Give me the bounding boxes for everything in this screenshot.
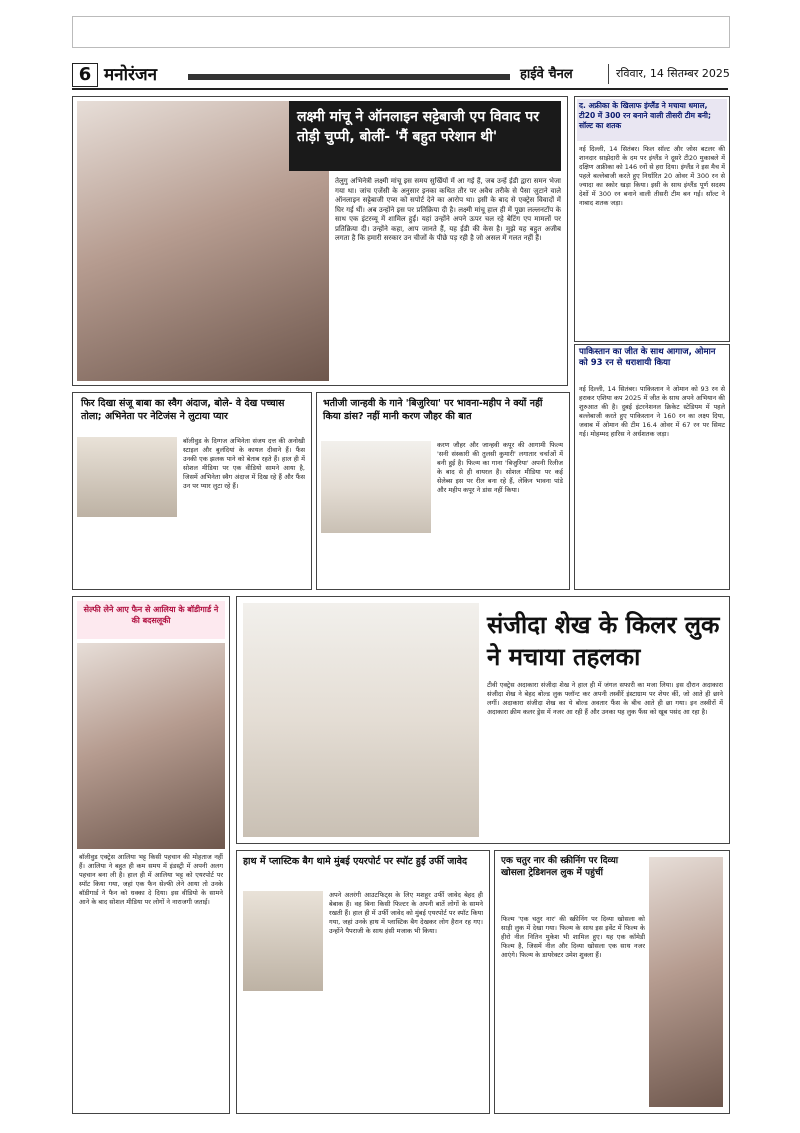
sanjay-photo — [77, 437, 177, 517]
page-number: 6 — [72, 63, 98, 87]
divya-story — [494, 850, 730, 1114]
alia-tag: सेल्फी लेने आए फैन से आलिया के बॉडीगार्ड ने की बदसलूकी — [83, 605, 219, 625]
header-rule — [72, 88, 728, 90]
side-headline: द. अफ्रीका के खिलाफ इंग्लैंड ने मचाया धमाल, टी20 में 300 रन बनाने वाली तीसरी टीम बनी; सॉल्ट का शतक — [579, 101, 711, 130]
lead-headline-box — [289, 101, 561, 171]
urfi-photo — [243, 891, 323, 991]
sanjay-headline: फिर दिखा संजू बाबा का स्वैग अंदाज, बोले- वे देख पच्चास तोला; अभिनेता पर नेटिजंस ने लुटाया प्यार — [81, 398, 285, 422]
bhatiji-photo — [321, 441, 431, 533]
bhatiji-headline: भतीजी जान्हवी के गाने 'बिजुरिया' पर भावना-महीप ने क्यों नहीं किया डांस? नहीं मानी करण जौहर की बात — [323, 398, 543, 422]
urfi-story — [236, 850, 490, 1114]
lead-story — [72, 96, 568, 386]
lead-body: तेलुगु अभिनेत्री लक्ष्मी मांचू इस समय सुर्खियों में आ गई हैं, जब उन्हें ईडी द्वारा समन भेजा गया था। जांच एजेंसी के अनुसार इनका कथित तौर पर अवैध तरीके से पैसा जुटाने वाले ऑनलाइन सट्टेबाजी एप्स को सपोर्ट देने का आरोप था। इसी के बाद से एक्ट्रेस विवादों में घिर गई थीं। अब उन्होंने इस पर प्रतिक्रिया दी है। लक्ष्मी मांचू हाल ही में पूछा लल्लनटॉप के साथ एक इंटरव्यू में शामिल हुईं। यहां उन्होंने अपने ऊपर चल रहे बेटिंग एप मामलों पर प्रतिक्रिया दी। उन्होंने कहा, आप जानते हैं, यह ईडी की केस है। मुझे यह बहुत अजीब लगता है कि हमारी सरकार उन चीजों के पीछे पड़ रही है जो असल में गलत नहीं हैं। — [335, 177, 561, 242]
urfi-headline: हाथ में प्लास्टिक बैग थामे मुंबई एयरपोर्ट पर स्पॉट हुईं उर्फी जावेद — [243, 856, 468, 867]
lead-headline: लक्ष्मी मांचू ने ऑनलाइन सट्टेबाजी एप विवाद पर तोड़ी चुप्पी, बोलीं- 'मैं बहुत परेशान थी' — [297, 109, 539, 145]
divya-headline: एक चतुर नार की स्क्रीनिंग पर दिव्या खोसला ट्रेडिशनल लुक में पहुंचीं — [501, 856, 619, 878]
divya-body: फिल्म 'एक चतुर नार' की स्क्रीनिंग पर दिव्या खोसला को साड़ी लुक में देखा गया। फिल्म के साथ इस इवेंट में फिल्म के हीरो नील नितिन मुकेश भी शामिल हुए। यह एक कॉमेडी फिल्म है, जिसमें नील और दिव्या खोसला एक साथ नजर आएंगे। फिल्म के डायरेक्टर उमेश शुक्ला हैं। — [501, 915, 645, 959]
bhatiji-body: करण जौहर और जान्हवी कपूर की आगामी फिल्म 'सनी संस्कारी की तुलसी कुमारी' लगातार चर्चाओं में बनी हुई है। फिल्म का गाना 'बिजुरिया' अपनी रिलीज के बाद से ही वायरल है। सोशल मीडिया पर कई सेलेब्स इस पर रील बना रहे हैं, लेकिन भावना पांडे और महीप कपूर ने डांस नहीं किया। — [437, 441, 563, 494]
alia-body: बॉलीवुड एक्ट्रेस आलिया भट्ट किसी पहचान की मोहताज नहीं हैं। आलिया ने बहुत ही कम समय में इंडस्ट्री में अपनी अलग पहचान बना ली है। हाल ही में आलिया भट्ट को एयरपोर्ट पर स्पॉट किया गया, जहां एक फैन सेल्फी लेने आया तो उनके बॉडीगार्ड ने फैन को धक्का दे दिया। इस वीडियो के सामने आने के बाद सोशल मीडिया पर लोगों ने नाराजगी जताई। — [79, 853, 223, 906]
bhatiji-story — [316, 392, 570, 590]
sanjeeda-story — [236, 596, 730, 844]
section-title: मनोरंजन — [104, 65, 158, 85]
alia-story — [72, 596, 230, 1114]
paper-name: हाईवे चैनल — [520, 67, 573, 82]
side-story — [574, 96, 730, 342]
top-blank-box — [72, 16, 730, 48]
header-divider — [608, 64, 609, 84]
cricket-headline: पाकिस्तान का जीत के साथ आगाज, ओमान को 93 रन से धराशायी किया — [579, 347, 716, 368]
cricket-body: नई दिल्ली, 14 सितंबर। पाकिस्तान ने ओमान को 93 रन से हराकर एशिया कप 2025 में जीत के साथ अपने अभियान की शुरुआत की है। दुबई इंटरनेशनल क्रिकेट स्टेडियम में पहले बल्लेबाजी करते हुए पाकिस्तान ने 160 रन का लक्ष्य दिया, जवाब में ओमान की टीम 16.4 ओवर में 67 रन पर सिमट गई। मोहम्मद हारिस ने अर्धशतक जड़ा। — [579, 385, 725, 438]
alia-tag-box — [77, 601, 225, 639]
section-bar — [188, 74, 510, 80]
sanjay-story — [72, 392, 312, 590]
sanjeeda-headline: संजीदा शेख के किलर लुक ने मचाया तहलका — [487, 611, 720, 671]
side-body: नई दिल्ली, 14 सितंबर। फिल सॉल्ट और जोस बटलर की शानदार साझेदारी के दम पर इंग्लैंड ने दूसरे टी20 मुकाबले में दक्षिण अफ्रीका को 146 रनों से हरा दिया। इंग्लैंड ने इस मैच में पहले बल्लेबाजी करते हुए निर्धारित 20 ओवर में 300 रन से ज्यादा का स्कोर खड़ा किया। इसी के साथ इंग्लैंड पूर्ण सदस्य देशों में 300 रन बनाने वाली तीसरी टीम बन गई। सॉल्ट ने नाबाद शतक जड़ा। — [579, 145, 725, 207]
urfi-body: अपने अतरंगी आउटफिट्स के लिए मशहूर उर्फी जावेद बेहद ही बेबाक हैं। वह बिना किसी फिल्टर के अपनी बातें लोगों के सामने रखती हैं। हाल ही में उर्फी जावेद को मुंबई एयरपोर्ट पर स्पॉट किया गया, जहां उनके हाथ में प्लास्टिक बैग देखकर लोग हैरान रह गए। उन्होंने पैपराजी के साथ हंसी मजाक भी किया। — [329, 891, 483, 935]
sanjeeda-body: टीवी एक्ट्रेस अदाकारा संजीदा शेख ने हाल ही में जंगल सफारी का मजा लिया। इस दौरान अदाकारा संजीदा शेख ने बेहद बोल्ड लुक फ्लॉन्ट कर अपनी तस्वीरें इंस्टाग्राम पर शेयर कीं, जो आते ही छाने लगीं। अदाकारा संजीदा शेख का ये बोल्ड अवतार फैंस के बीच आते ही छा गया। इन तस्वीरों में अदाकारा क्रीम कलर ड्रेस में नजर आ रही हैं और उनका यह लुक फैंस को खूब पसंद आ रहा है। — [487, 681, 723, 716]
alia-photo — [77, 643, 225, 849]
issue-date: रविवार, 14 सितम्बर 2025 — [616, 67, 730, 80]
sanjay-body: बॉलीवुड के दिग्गज अभिनेता संजय दत्त की अनोखी स्टाइल और बुलंदियां के कायल दीवाने हैं। फैंस उनकी एक झलक पाने को बेताब रहते हैं। हाल ही में सोशल मीडिया पर एक वीडियो सामने आया है, जिसमें अभिनेता स्वैग अंदाज में दिख रहे हैं और फैंस उन पर प्यार लुटा रहे हैं। — [183, 437, 305, 490]
side-headline-box — [577, 99, 727, 141]
divya-photo — [649, 857, 723, 1107]
sanjeeda-photo — [243, 603, 479, 837]
cricket-story — [574, 344, 730, 590]
